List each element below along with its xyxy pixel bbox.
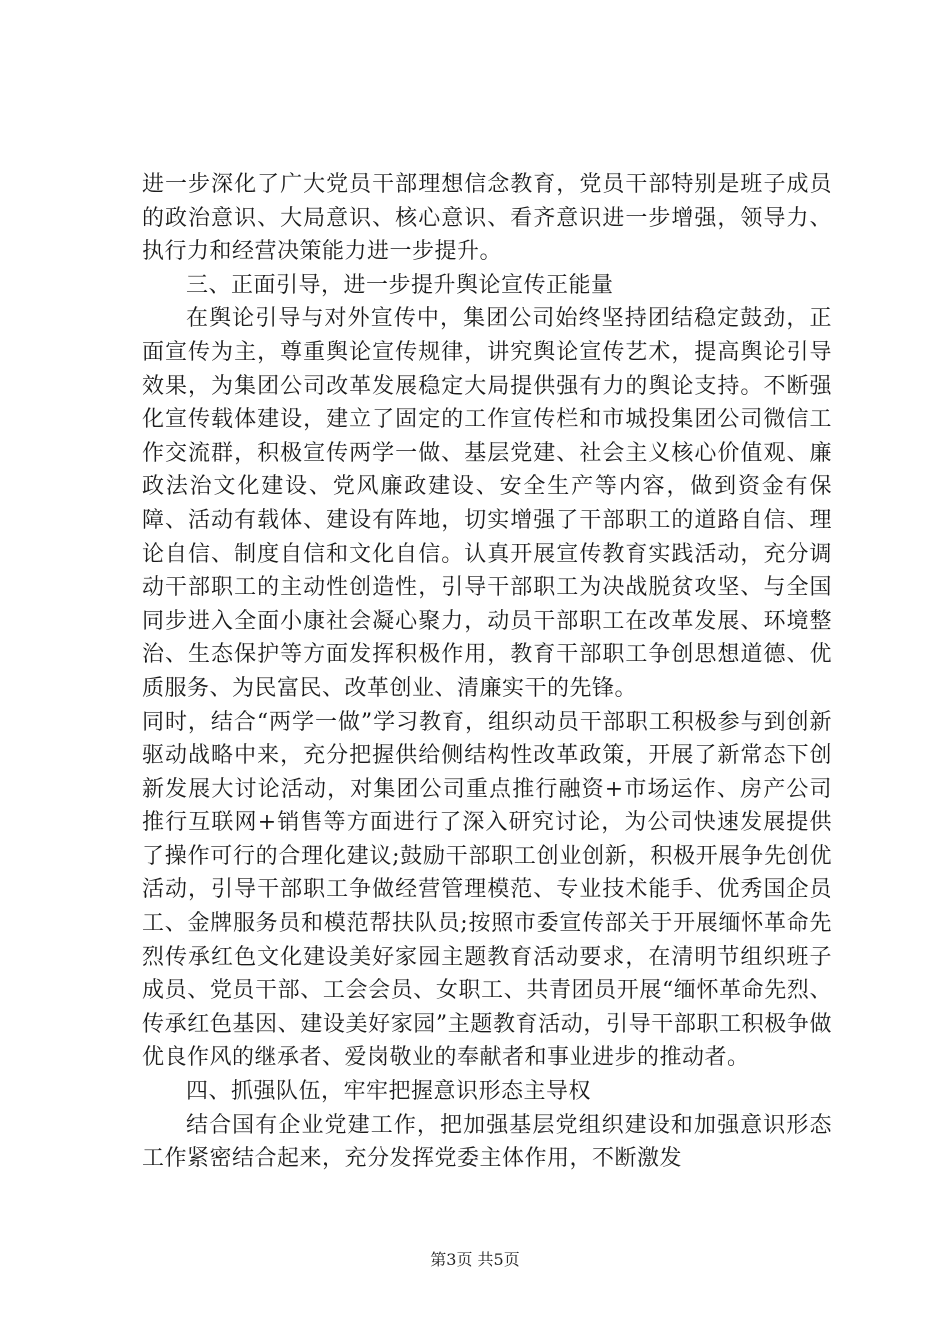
paragraph-continuation: 进一步深化了广大党员干部理想信念教育，党员干部特别是班子成员的政治意识、大局意识、核心意识、看齐意识进一步增强，领导力、执行力和经营决策能力进一步提升。 bbox=[142, 172, 832, 265]
section-heading-three: 三、正面引导，进一步提升舆论宣传正能量 bbox=[186, 272, 614, 298]
page-number-footer: 第3页 共5页 bbox=[430, 1250, 520, 1269]
section-heading-four: 四、抓强队伍，牢牢把握意识形态主导权 bbox=[186, 1079, 592, 1105]
paragraph-public-opinion: 在舆论引导与对外宣传中，集团公司始终坚持团结稳定鼓劲，正面宣传为主，尊重舆论宣传规律，讲究舆论宣传艺术，提高舆论引导效果，为集团公司改革发展稳定大局提供强有力的舆论支持。不断强化宣传载体建设，建立了固定的工作宣传栏和市城投集团公司微信工作交流群，积极宣传两学一做、基层党建、社会主义核心价值观、廉政法治文化建设、党风廉政建设、安全生产等内容，做到资金有保障、活动有载体、建设有阵地，切实增强了干部职工的道路自信、理论自信、制度自信和文化自信。认真开展宣传教育实践活动，充分调动干部职工的主动性创造性，引导干部职工为决战脱贫攻坚、与全国同步进入全面小康社会凝心聚力，动员干部职工在改革发展、环境整治、生态保护等方面发挥积极作用，教育干部职工争创思想道德、优质服务、为民富民、改革创业、清廉实干的先锋。 bbox=[142, 306, 832, 701]
paragraph-party-building: 结合国有企业党建工作，把加强基层党组织建设和加强意识形态工作紧密结合起来，充分发挥党委主体作用，不断激发 bbox=[142, 1112, 832, 1172]
document-body bbox=[142, 168, 832, 1176]
paragraph-meanwhile: 同时，结合“两学一做”学习教育，组织动员干部职工积极参与到创新驱动战略中来，充分把握供给侧结构性改革政策，开展了新常态下创新发展大讨论活动，对集团公司重点推行融资+市场运作、房产公司推行互联网+销售等方面进行了深入研究讨论，为公司快速发展提供了操作可行的合理化建议;鼓励干部职工创业创新，积极开展争先创优活动，引导干部职工争做经营管理模范、专业技术能手、优秀国企员工、金牌服务员和模范帮扶队员;按照市委宣传部关于开展缅怀革命先烈传承红色文化建设美好家园主题教育活动要求，在清明节组织班子成员、党员干部、工会会员、女职工、共青团员开展“缅怀革命先烈、传承红色基因、建设美好家园”主题教育活动，引导干部职工积极争做优良作风的继承者、爱岗敬业的奉献者和事业进步的推动者。 bbox=[142, 709, 832, 1071]
